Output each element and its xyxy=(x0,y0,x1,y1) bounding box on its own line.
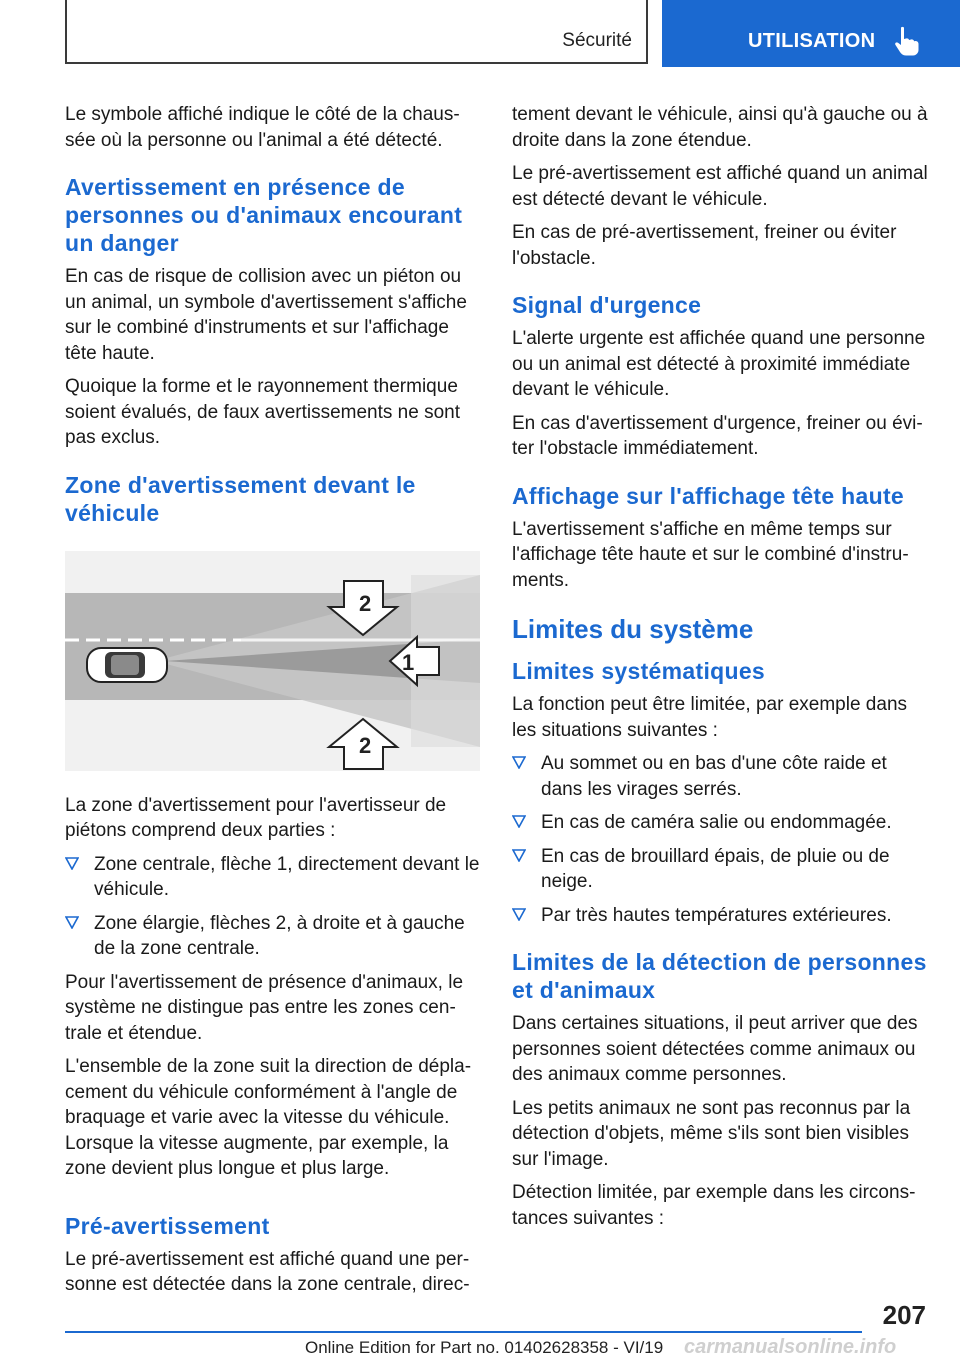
paragraph: Le pré-avertissement est affiché quand un animal est détecté devant le véhicule. xyxy=(512,163,928,210)
left-column xyxy=(65,102,480,1306)
watermark: carmanualsonline.info xyxy=(684,1336,897,1358)
list-item: Au sommet ou en bas d'une côte raide et dans les virages serrés. xyxy=(512,751,932,802)
svg-text:2: 2 xyxy=(359,732,372,758)
triangle-bullet-icon xyxy=(512,908,526,921)
paragraph: tement devant le véhicule, ainsi qu'à gauche ou à droite dans la zone étendue. xyxy=(512,104,928,151)
heading-system-limits: Limites du système xyxy=(512,614,754,644)
list-item: Zone centrale, flèche 1, directement devant le véhicule. xyxy=(65,852,480,903)
paragraph: Pour l'avertissement de présence d'animaux, le système ne distingue pas entre les zones centrale et étendue. xyxy=(65,971,464,1044)
paragraph: En cas de risque de collision avec un piéton ou un animal, un symbole d'avertissement s'affiche sur le combiné d'instruments et sur l'affichage tête haute. xyxy=(65,266,467,364)
paragraph: La zone d'avertissement pour l'avertisseur de piétons comprend deux parties : xyxy=(65,794,447,841)
edition-note: Online Edition for Part no. 01402628358 - VI/19 xyxy=(305,1338,664,1357)
chapter-label: UTILISATION xyxy=(748,30,876,52)
pointing-hand-icon xyxy=(894,26,920,56)
triangle-bullet-icon xyxy=(512,756,526,769)
heading-pre-warning: Pré-avertissement xyxy=(65,1212,270,1239)
paragraph: Les petits animaux ne sont pas reconnus par la détection d'objets, même s'ils sont bien visibles sur l'image. xyxy=(512,1097,911,1170)
paragraph: Quoique la forme et le rayonnement thermique soient évalués, de faux avertissements ne sont pas exclus. xyxy=(65,376,461,448)
paragraph: La fonction peut être limitée, par exemple dans les situations suivantes : xyxy=(512,694,908,741)
heading-hud-display: Affichage sur l'affichage tête haute xyxy=(512,482,905,509)
warning-zone-diagram xyxy=(65,551,480,771)
paragraph: Détection limitée, par exemple dans les circonstances suivantes : xyxy=(512,1182,916,1229)
list-item: Par très hautes températures extérieures. xyxy=(512,903,932,929)
triangle-bullet-icon xyxy=(65,857,79,870)
paragraph: L'alerte urgente est affichée quand une personne ou un animal est détecté à proximité immédiate devant le véhicule. xyxy=(512,328,926,400)
triangle-bullet-icon xyxy=(65,916,79,929)
paragraph: Le pré-avertissement est affiché quand une personne est détectée dans la zone centrale, direc- xyxy=(65,1248,470,1295)
list-item: En cas de caméra salie ou endommagée. xyxy=(512,810,932,836)
paragraph: L'avertissement s'affiche en même temps sur l'affichage tête haute et sur le combiné d'instruments. xyxy=(512,518,909,591)
header-section-box xyxy=(65,0,648,64)
section-title: Sécurité xyxy=(562,30,632,51)
heading-urgent-signal: Signal d'urgence xyxy=(512,292,702,318)
zone-list xyxy=(65,852,480,962)
limits-list xyxy=(512,751,932,928)
right-column xyxy=(512,102,932,1239)
chapter-tab[interactable] xyxy=(662,0,960,67)
page-number: 207 xyxy=(882,1300,926,1330)
warning-zone-figure xyxy=(65,551,480,771)
triangle-bullet-icon xyxy=(512,815,526,828)
triangle-bullet-icon xyxy=(512,849,526,862)
paragraph: Dans certaines situations, il peut arriver que des personnes soient détectées comme animaux ou des animaux comme personnes. xyxy=(512,1013,918,1085)
paragraph: En cas de pré-avertissement, freiner ou éviter l'obstacle. xyxy=(512,222,897,269)
heading-danger-warning: Avertissement en présence de personnes ou d'animaux encourant un danger xyxy=(65,174,463,256)
paragraph: En cas d'avertissement d'urgence, freiner ou éviter l'obstacle immédiatement. xyxy=(512,412,923,459)
svg-text:2: 2 xyxy=(359,590,372,616)
footer-divider xyxy=(65,1331,862,1333)
paragraph: L'ensemble de la zone suit la direction de déplacement du véhicule conformément à l'angle de braquage et varie avec la vitesse du véhicule. Lorsque la vitesse augmente, par exemple, la zone devient plus longue et plus large. xyxy=(65,1056,472,1179)
paragraph: Le symbole affiché indique le côté de la chaussée où la personne ou l'animal a été détecté. xyxy=(65,104,460,151)
heading-detection-limits: Limites de la détection de personnes et d'animaux xyxy=(512,949,927,1003)
list-item: En cas de brouillard épais, de pluie ou de neige. xyxy=(512,844,932,895)
heading-warning-zone: Zone d'avertissement devant le véhicule xyxy=(65,471,416,526)
svg-text:1: 1 xyxy=(402,649,415,675)
heading-systematic-limits: Limites systématiques xyxy=(512,658,766,684)
list-item: Zone élargie, flèches 2, à droite et à gauche de la zone centrale. xyxy=(65,911,480,962)
car-icon xyxy=(87,648,167,682)
